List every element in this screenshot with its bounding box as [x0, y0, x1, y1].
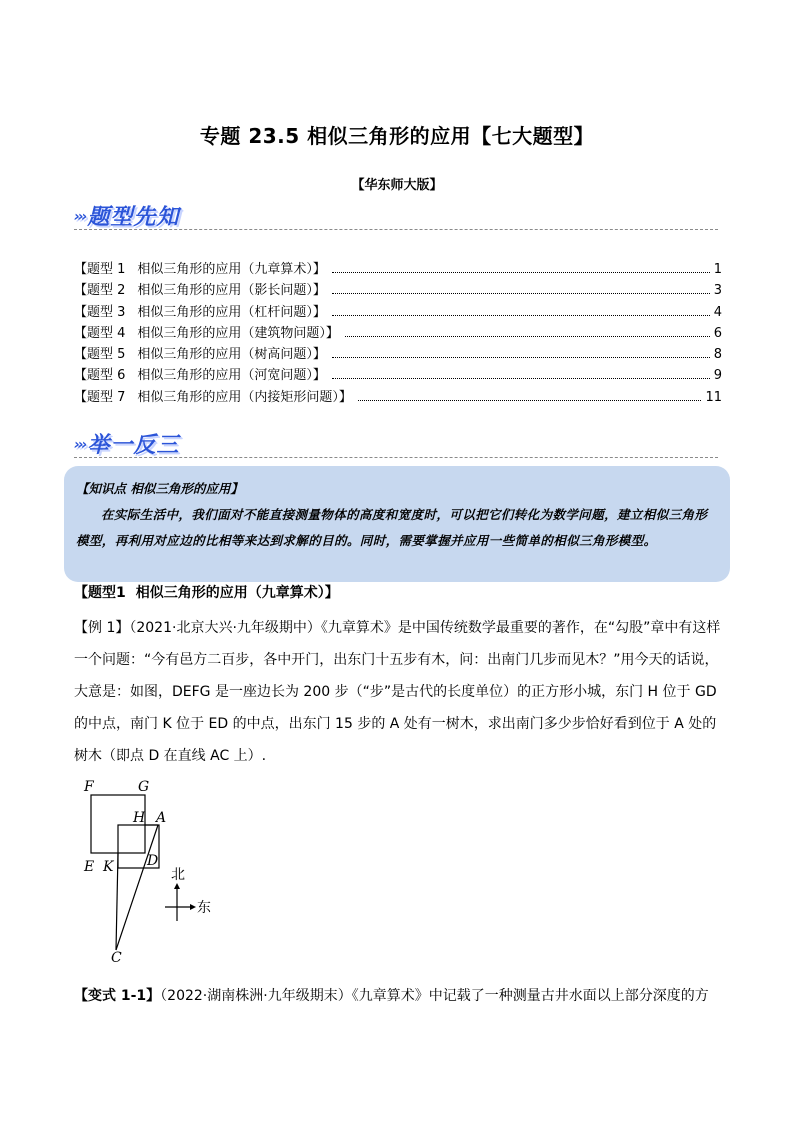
- dashed-divider: [74, 457, 718, 458]
- toc-item[interactable]: [74, 343, 722, 364]
- label-east: 东: [197, 900, 211, 916]
- toc-item-number: 【题型 2: [74, 283, 126, 299]
- toc-item-page: 9: [713, 368, 722, 384]
- variant-label: 【变式 1-1】: [74, 988, 161, 1004]
- section-heading: [74, 582, 339, 602]
- practice-banner: [74, 428, 179, 458]
- label-a: A: [156, 810, 167, 826]
- toc-item-page: 6: [713, 325, 722, 341]
- geometry-figure: [78, 775, 228, 970]
- toc-item-title: 相似三角形的应用（内接矩形问题）】: [137, 389, 352, 405]
- toc-item-page: 1: [713, 262, 722, 277]
- example-text: （2021·北京大兴·九年级期中）《九章算术》是中国传统数学最重要的著作，在“勾股”章中有这样一个问题：“今有邑方二百步，各中开门，出东门十五步有木，问：出南门几步而见木？”用今天的话说，大意是：如图，DEFG 是一座边长为 200 步（“步”是古代的长度单位）的正方形小城，东门 H 位于 GD 的中点，南门 K 位于 ED 的中点，出东门 15 步的 A 处有一树木，求出南门多少步恰好看到位于 A 处的树木（即点 D 在直线 AC 上）.: [74, 620, 721, 764]
- toc-item-page: 4: [713, 304, 722, 320]
- label-g: G: [138, 779, 150, 795]
- geometry-diagram: [78, 775, 228, 970]
- toc-item-page: 8: [713, 347, 722, 363]
- toc-item-number: 【题型 3: [74, 304, 126, 320]
- label-north: 北: [171, 867, 185, 883]
- dashed-divider: [74, 229, 718, 230]
- knowledge-body: 在实际生活中，我们面对不能直接测量物体的高度和宽度时，可以把它们转化为数学问题，建立相似三角形模型，再利用对应边的比相等来达到求解的目的。同时，需要掌握并应用一些简单的相似三角形模型。: [76, 507, 708, 548]
- label-k: K: [103, 859, 114, 875]
- example-1: [74, 612, 722, 772]
- knowledge-title: 【知识点 相似三角形的应用】: [76, 481, 243, 496]
- toc-leader-dots: [358, 400, 702, 401]
- toc-item-number: 【题型 5: [74, 347, 126, 363]
- toc-item-title: 相似三角形的应用（九章算术）】: [137, 262, 326, 277]
- variant-1-1: [74, 980, 734, 1012]
- toc-item-number: 【题型 1: [74, 262, 126, 277]
- toc-item-page: 3: [713, 283, 722, 299]
- toc-item[interactable]: [74, 386, 722, 407]
- toc-item-number: 【题型 4: [74, 325, 126, 341]
- toc-leader-dots: [345, 336, 710, 337]
- toc-leader-dots: [332, 357, 710, 358]
- table-of-contents: [74, 258, 722, 407]
- label-f: F: [84, 779, 94, 795]
- toc-banner: [74, 200, 179, 230]
- segment-kc: [116, 853, 118, 950]
- section-number: 【题型1: [74, 585, 126, 601]
- toc-banner-text: 题型先知: [87, 205, 180, 230]
- east-arrow-icon: [190, 904, 196, 910]
- banner-arrows-icon: ›››: [74, 437, 86, 453]
- edition-label: 【华东师大版】: [351, 178, 443, 193]
- toc-item-title: 相似三角形的应用（影长问题）】: [137, 283, 326, 299]
- toc-item-number: 【题型 6: [74, 368, 126, 384]
- example-label: 【例 1】: [74, 620, 130, 636]
- toc-leader-dots: [332, 272, 710, 273]
- toc-item[interactable]: [74, 279, 722, 300]
- toc-item-title: 相似三角形的应用（河宽问题）】: [137, 368, 326, 384]
- segment-ac: [116, 825, 158, 950]
- toc-item-number: 【题型 7: [74, 389, 126, 405]
- toc-item-title: 相似三角形的应用（树高问题）】: [137, 347, 326, 363]
- toc-item-page: 11: [705, 389, 722, 405]
- toc-item[interactable]: [74, 258, 722, 279]
- toc-leader-dots: [332, 378, 710, 379]
- practice-banner-text: 举一反三: [87, 433, 180, 458]
- banner-arrows-icon: ›››: [74, 209, 86, 225]
- label-h: H: [133, 810, 146, 826]
- variant-text: （2022·湖南株洲·九年级期末）《九章算术》中记载了一种测量古井水面以上部分深度的方: [160, 988, 709, 1004]
- label-d: D: [147, 853, 159, 869]
- toc-item[interactable]: [74, 322, 722, 343]
- toc-item[interactable]: [74, 301, 722, 322]
- toc-item-title: 相似三角形的应用（建筑物问题）】: [137, 325, 339, 341]
- toc-item[interactable]: [74, 364, 722, 385]
- toc-leader-dots: [332, 315, 710, 316]
- north-arrow-icon: [174, 883, 180, 889]
- label-e: E: [84, 859, 95, 875]
- section-title: 相似三角形的应用（九章算术）】: [135, 585, 339, 601]
- document-title: 专题 23.5 相似三角形的应用【七大题型】: [199, 124, 595, 148]
- knowledge-box: [64, 466, 730, 582]
- label-c: C: [111, 950, 122, 966]
- toc-item-title: 相似三角形的应用（杠杆问题）】: [137, 304, 326, 320]
- toc-leader-dots: [332, 293, 710, 294]
